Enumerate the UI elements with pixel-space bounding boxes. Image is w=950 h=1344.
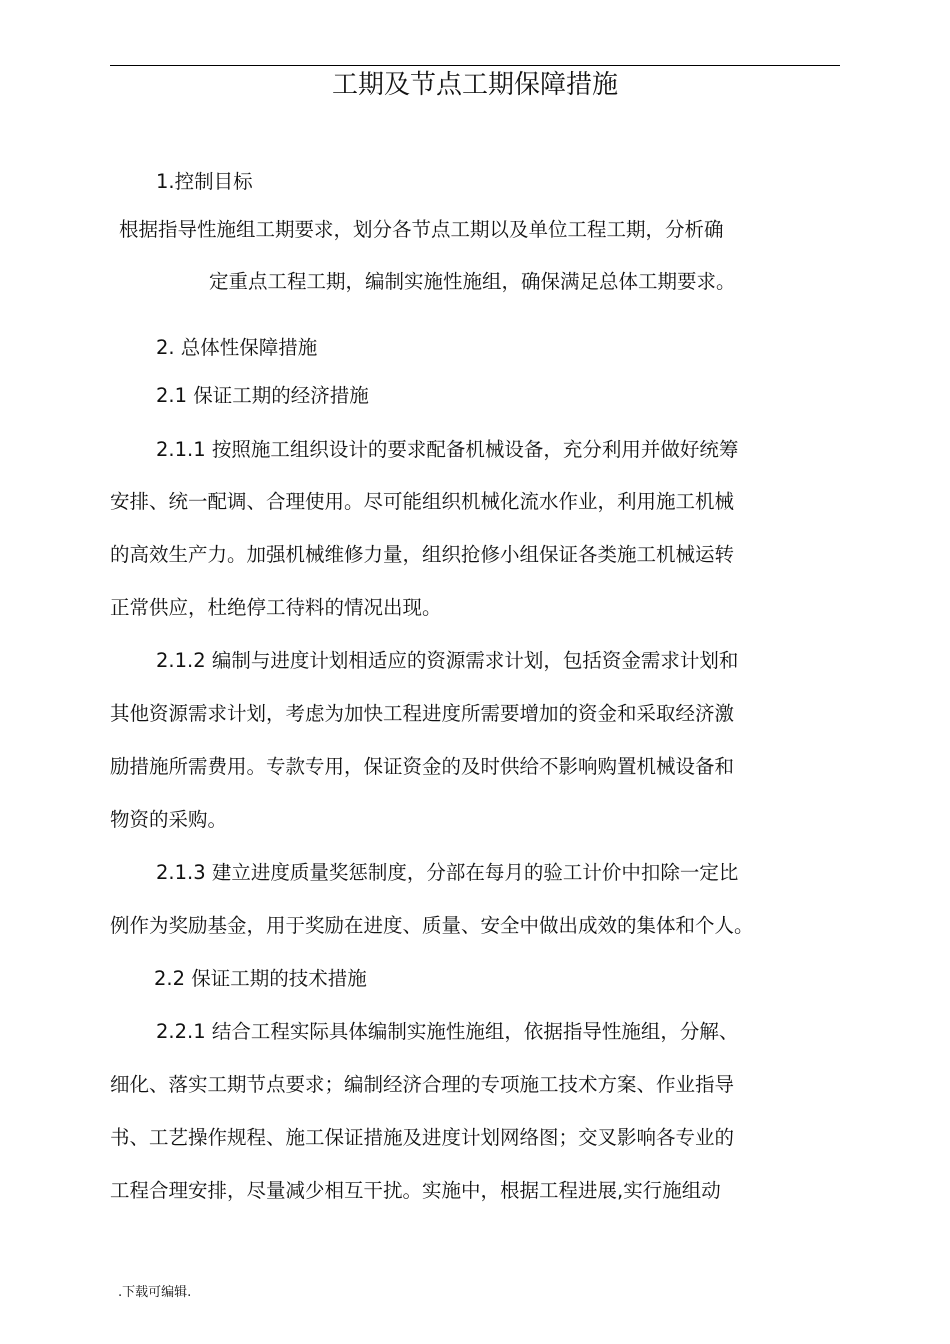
paragraph-line: 例作为奖励基金，用于奖励在进度、质量、安全中做出成效的集体和个人。 xyxy=(110,914,754,937)
heading-economic-measures: 2.1 保证工期的经济措施 xyxy=(156,384,369,407)
paragraph-line: 2.1.2 编制与进度计划相适应的资源需求计划，包括资金需求计划和 xyxy=(156,649,739,672)
paragraph-line: 的高效生产力。加强机械维修力量，组织抢修小组保证各类施工机械运转 xyxy=(110,543,735,566)
paragraph-line: 2.1.1 按照施工组织设计的要求配备机械设备，充分利用并做好统筹 xyxy=(156,438,739,461)
footer-note: .下载可编辑. xyxy=(118,1285,192,1300)
paragraph-line: 书、工艺操作规程、施工保证措施及进度计划网络图；交叉影响各专业的 xyxy=(110,1126,735,1149)
heading-control-target: 1.控制目标 xyxy=(156,170,253,193)
paragraph-line: 正常供应，杜绝停工待料的情况出现。 xyxy=(110,596,442,619)
paragraph-line: 2.1.3 建立进度质量奖惩制度，分部在每月的验工计价中扣除一定比 xyxy=(156,861,739,884)
paragraph-line: 2.2.1 结合工程实际具体编制实施性施组，依据指导性施组，分解、 xyxy=(156,1020,739,1043)
header-rule xyxy=(110,65,840,66)
paragraph-line: 细化、落实工期节点要求；编制经济合理的专项施工技术方案、作业指导 xyxy=(110,1073,735,1096)
paragraph-line: 励措施所需费用。专款专用，保证资金的及时供给不影响购置机械设备和 xyxy=(110,755,735,778)
paragraph-line: 定重点工程工期，编制实施性施组，确保满足总体工期要求。 xyxy=(209,270,736,293)
paragraph-line: 物资的采购。 xyxy=(110,808,228,831)
heading-overall-measures: 2. 总体性保障措施 xyxy=(156,336,318,359)
heading-technical-measures: 2.2 保证工期的技术措施 xyxy=(154,967,367,990)
document-title: 工期及节点工期保障措施 xyxy=(331,70,618,100)
paragraph-line: 安排、统一配调、合理使用。尽可能组织机械化流水作业，利用施工机械 xyxy=(110,490,735,513)
paragraph-line: 其他资源需求计划，考虑为加快工程进度所需要增加的资金和采取经济激 xyxy=(110,702,735,725)
paragraph-line: 工程合理安排，尽量减少相互干扰。实施中，根据工程进展,实行施组动 xyxy=(110,1179,721,1202)
paragraph-line: 根据指导性施组工期要求，划分各节点工期以及单位工程工期，分析确 xyxy=(119,218,724,241)
